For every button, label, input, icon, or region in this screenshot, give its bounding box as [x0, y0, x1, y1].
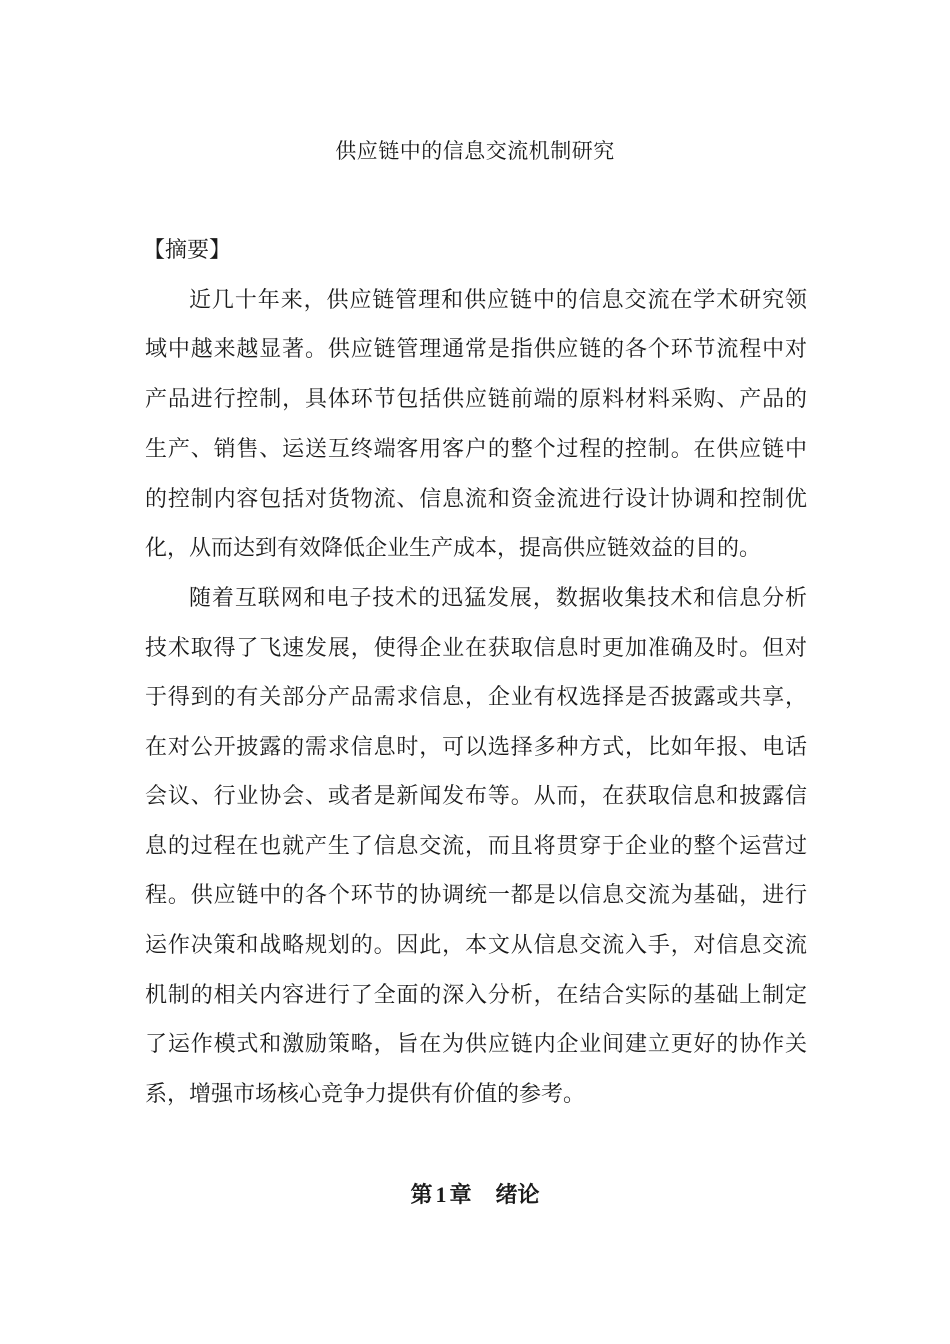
- chapter-prefix: 第: [410, 1183, 433, 1208]
- chapter-heading: [0, 1180, 950, 1211]
- body-line: 了运作模式和激励策略，旨在为供应链内企业间建立更好的协作关: [145, 1032, 807, 1057]
- body-line: 程。供应链中的各个环节的协调统一都是以信息交流为基础，进行: [145, 883, 807, 908]
- chapter-suffix: 章: [449, 1183, 472, 1208]
- body-line: 化，从而达到有效降低企业生产成本，提高供应链效益的目的。: [145, 536, 762, 561]
- body-line: 的控制内容包括对货物流、信息流和资金流进行设计协调和控制优: [145, 487, 807, 512]
- document-title: 供应链中的信息交流机制研究: [335, 139, 615, 163]
- chapter-title-text: 绪论: [495, 1183, 540, 1208]
- body-line: 系，增强市场核心竞争力提供有价值的参考。: [145, 1082, 586, 1107]
- body-line: 机制的相关内容进行了全面的深入分析，在结合实际的基础上制定: [145, 983, 807, 1008]
- body-line: 会议、行业协会、或者是新闻发布等。从而，在获取信息和披露信: [145, 784, 807, 809]
- body-line: 生产、销售、运送互终端客用客户的整个过程的控制。在供应链中: [145, 437, 807, 462]
- body-line: 在对公开披露的需求信息时，可以选择多种方式，比如年报、电话: [145, 735, 807, 760]
- body-line: 息的过程在也就产生了信息交流，而且将贯穿于企业的整个运营过: [145, 834, 807, 859]
- body-line: 域中越来越显著。供应链管理通常是指供应链的各个环节流程中对: [145, 337, 807, 362]
- body-line: 于得到的有关部分产品需求信息，企业有权选择是否披露或共享，: [145, 685, 807, 710]
- abstract-heading: 【摘要】: [143, 238, 232, 263]
- body-line: 产品进行控制，具体环节包括供应链前端的原料材料采购、产品的: [145, 387, 807, 412]
- chapter-number: 1: [435, 1182, 447, 1207]
- body-line: 随着互联网和电子技术的迅猛发展，数据收集技术和信息分析: [189, 586, 807, 611]
- body-line: 近几十年来，供应链管理和供应链中的信息交流在学术研究领: [189, 288, 807, 313]
- body-line: 运作决策和战略规划的。因此，本文从信息交流入手，对信息交流: [145, 933, 807, 958]
- body-line: 技术取得了飞速发展，使得企业在获取信息时更加准确及时。但对: [145, 636, 807, 661]
